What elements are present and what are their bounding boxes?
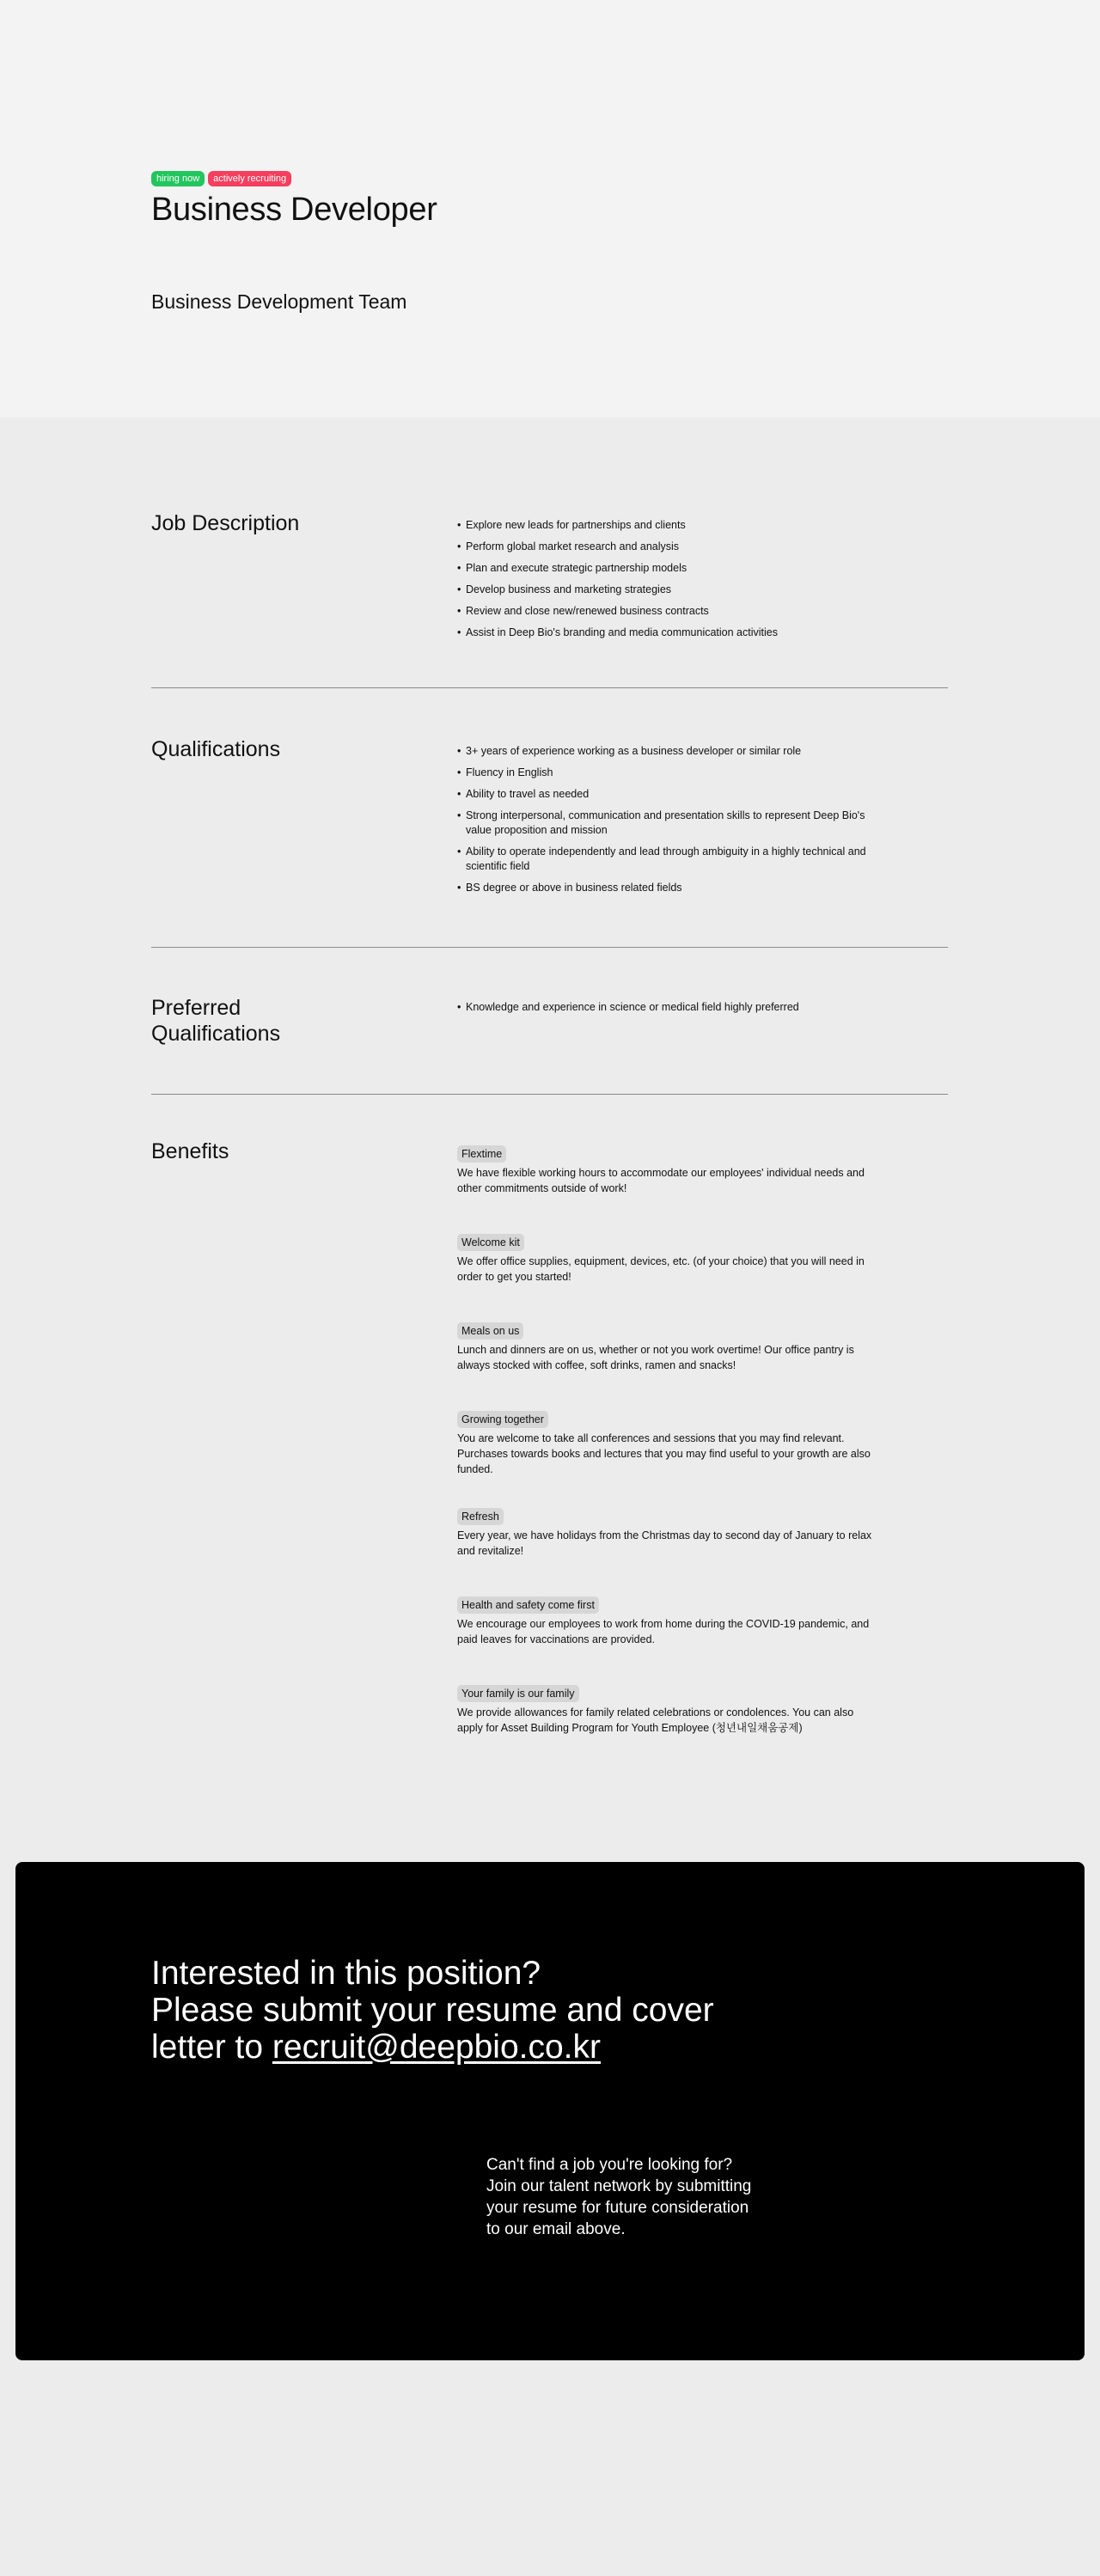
section-title-line: Preferred — [151, 996, 241, 1020]
talent-network-text: Can't find a job you're looking for? Join our talent network by submitting your resume for future consideration to our email above. — [486, 2156, 752, 2238]
benefit-description: We offer office supplies, equipment, devices, etc. (of your choice) that you will need in order to get you started! — [457, 1255, 865, 1283]
divider — [151, 947, 948, 948]
benefit-description: We provide allowances for family related celebrations or condolences. You can also apply for Asset Building Program for Youth Employee (청년내일채움공제) — [457, 1706, 854, 1734]
benefit-item — [457, 1508, 878, 1559]
cta-panel — [15, 1862, 1085, 2360]
cta-headline-line: letter to — [151, 2029, 272, 2066]
benefit-tag: Refresh — [457, 1508, 504, 1525]
hiring-now-badge: hiring now — [151, 171, 205, 186]
section-title: Qualifications — [151, 737, 281, 761]
hero-header — [151, 171, 437, 229]
status-badges — [151, 171, 437, 186]
page-title: Business Developer — [151, 192, 437, 228]
benefit-tag: Your family is our family — [457, 1685, 579, 1702]
list-item: • Ability to operate independently and lead through ambiguity in a highly technical and scientific field — [457, 845, 887, 874]
cta-headline-line: Interested in this position? — [151, 1955, 541, 1992]
benefit-tag: Flextime — [457, 1145, 506, 1163]
list-item: • Plan and execute strategic partnership models — [457, 561, 887, 576]
benefit-item — [457, 1411, 878, 1477]
list-item: • Knowledge and experience in science or medical field highly preferred — [457, 1000, 887, 1015]
list-item: • Explore new leads for partnerships and clients — [457, 518, 887, 533]
benefit-description: You are welcome to take all conferences and sessions that you may find relevant. Purchases towards books and lectures that you may find useful to your growth are also funded. — [457, 1432, 871, 1475]
section-title — [151, 995, 280, 1047]
benefit-item — [457, 1322, 878, 1373]
job-description-list — [457, 518, 887, 640]
hero-section — [0, 0, 1100, 418]
qualifications-list — [457, 744, 887, 895]
list-item: • 3+ years of experience working as a business developer or similar role — [457, 744, 887, 759]
benefit-tag: Meals on us — [457, 1322, 523, 1340]
recruit-email-link[interactable]: recruit@deepbio.co.kr — [272, 2029, 602, 2066]
benefit-description: We have flexible working hours to accommodate our employees' individual needs and other commitments outside of work! — [457, 1167, 865, 1194]
benefit-item — [457, 1685, 878, 1736]
list-item: • Develop business and marketing strategies — [457, 583, 887, 597]
section-title: Benefits — [151, 1139, 229, 1163]
list-item: • Assist in Deep Bio's branding and media communication activities — [457, 626, 887, 640]
cta-headline-line: Please submit your resume and cover — [151, 1992, 714, 2029]
section-title: Job Description — [151, 511, 300, 535]
list-item: • Perform global market research and analysis — [457, 540, 887, 554]
benefit-description: Every year, we have holidays from the Christmas day to second day of January to relax and revitalize! — [457, 1529, 872, 1557]
benefit-item — [457, 1234, 878, 1285]
cta-headline — [151, 1955, 753, 2066]
section-title-line: Qualifications — [151, 1022, 281, 1046]
team-name: Business Development Team — [151, 290, 407, 313]
benefit-description: Lunch and dinners are on us, whether or not you work overtime! Our office pantry is always stocked with coffee, soft drinks, ramen and snacks! — [457, 1344, 854, 1371]
list-item: • Fluency in English — [457, 766, 887, 780]
list-item: • Ability to travel as needed — [457, 787, 887, 802]
divider — [151, 1094, 948, 1095]
list-item: • Review and close new/renewed business contracts — [457, 604, 887, 619]
actively-recruiting-badge: actively recruiting — [208, 171, 291, 186]
benefit-item — [457, 1145, 878, 1196]
list-item: • BS degree or above in business related fields — [457, 881, 887, 895]
benefit-tag: Growing together — [457, 1411, 548, 1428]
preferred-qualifications-list — [457, 1000, 887, 1015]
benefit-item — [457, 1596, 878, 1647]
benefit-tag: Health and safety come first — [457, 1596, 599, 1614]
benefit-tag: Welcome kit — [457, 1234, 524, 1251]
list-item: • Strong interpersonal, communication and presentation skills to represent Deep Bio's value proposition and mission — [457, 809, 887, 838]
benefit-description: We encourage our employees to work from home during the COVID-19 pandemic, and paid leaves for vaccinations are provided. — [457, 1618, 870, 1645]
divider — [151, 687, 948, 688]
